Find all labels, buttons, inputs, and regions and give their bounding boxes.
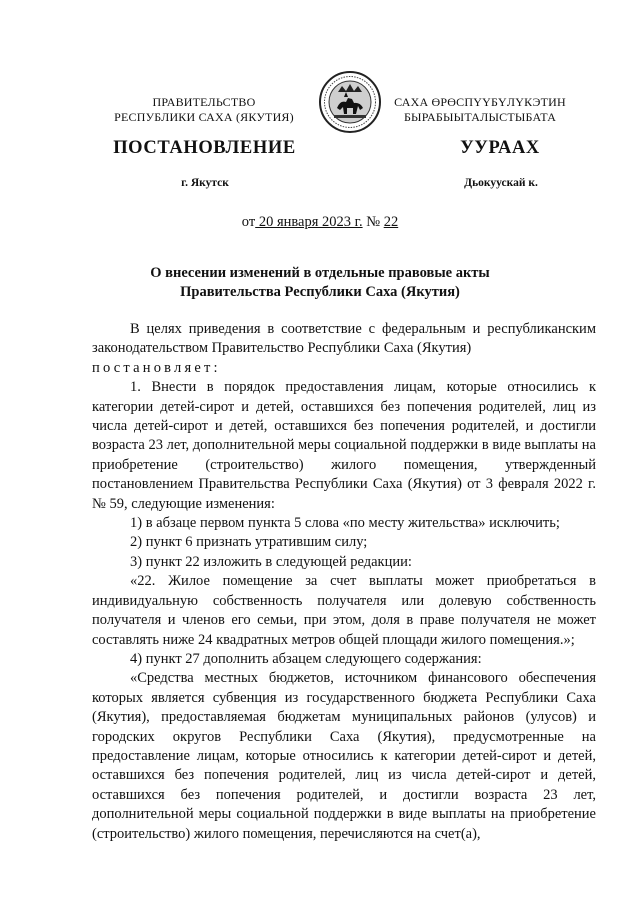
date-number-line bbox=[0, 214, 640, 231]
document-type-russian: ПОСТАНОВЛЕНИЕ bbox=[113, 138, 296, 158]
document-type-sakha: УУРААХ bbox=[460, 138, 540, 158]
city-russian: г. Якутск bbox=[181, 177, 229, 189]
issuer-line-2-sakha: БЫРАБЫЫТАЛЫСТЫБАТА bbox=[403, 110, 557, 124]
quote-point-22: «22. Жилое помещение за счет выплаты может приобретаться в индивидуальную собственность получателя или долевую собственность получателя и членов его семьи, при этом, доля в праве получателя не может составлять ниже 24 квадратных метров общей площади жилого помещения.»; bbox=[92, 573, 596, 648]
decree-word: постановляет: bbox=[92, 359, 221, 376]
item-1-paragraph: 1. Внести в порядок предоставления лицам, которые относились к категории детей-сирот и детей, оставшихся без попечения родителей, лиц из числа детей-сирот и детей, оставшихся без попечения родителей, и достигли возраста 23 лет, дополнительной меры социальной поддержки в виде выплаты на приобретение (строительство) жилого помещения, утвержденный постановлением Правительства Республики Саха (Якутия) от 3 февраля 2022 г. № 59, следующие изменения: bbox=[92, 379, 596, 512]
document-number: 22 bbox=[383, 214, 399, 230]
subject-line-1: О внесении изменений в отдельные правовые акты bbox=[150, 265, 490, 281]
date-prefix: от bbox=[241, 214, 256, 230]
issuer-header-sakha bbox=[360, 95, 600, 125]
subject-line-2: Правительства Республики Саха (Якутия) bbox=[180, 284, 460, 300]
intro-paragraph: В целях приведения в соответствие с федеральным и республиканским законодательством Правительство Республики Саха (Якутия) bbox=[92, 321, 596, 357]
issuer-line-1: ПРАВИТЕЛЬСТВО bbox=[152, 95, 256, 109]
city-sakha: Дьокуускай к. bbox=[464, 177, 538, 189]
subitem-1: 1) в абзаце первом пункта 5 слова «по месту жительства» исключить; bbox=[130, 515, 560, 532]
subitem-3: 3) пункт 22 изложить в следующей редакции: bbox=[130, 553, 412, 570]
document-subject bbox=[130, 264, 510, 302]
issuer-header-russian bbox=[84, 95, 324, 125]
number-label: № bbox=[362, 214, 384, 230]
subitem-2: 2) пункт 6 признать утратившим силу; bbox=[130, 534, 368, 551]
issuer-line-1-sakha: САХА ӨРӨСПҮҮБҮЛҮКЭТИН bbox=[394, 95, 566, 109]
document-body bbox=[92, 320, 596, 844]
subitem-4: 4) пункт 27 дополнить абзацем следующего содержания: bbox=[130, 650, 482, 667]
quote-point-27: «Средства местных бюджетов, источником финансового обеспечения которых является субвенция из государственного бюджета Республики Саха (Якутия), предоставляемая бюджетам муниципальных районов (улусов) и городских округов Республики Саха (Якутия), предусмотренные на предоставление лицам, которые относились к категории детей-сирот и детей, оставшихся без попечения родителей, лиц из числа детей-сирот и детей, оставшихся без попечения родителей, и достигли возраста 23 лет, дополнительной меры социальной поддержки в виде выплаты на приобретение (строительство) жилого помещения, перечисляются на счет(а), bbox=[92, 670, 596, 842]
issuer-line-2: РЕСПУБЛИКИ САХА (ЯКУТИЯ) bbox=[114, 110, 294, 124]
document-date: 20 января 2023 г. bbox=[255, 214, 363, 230]
